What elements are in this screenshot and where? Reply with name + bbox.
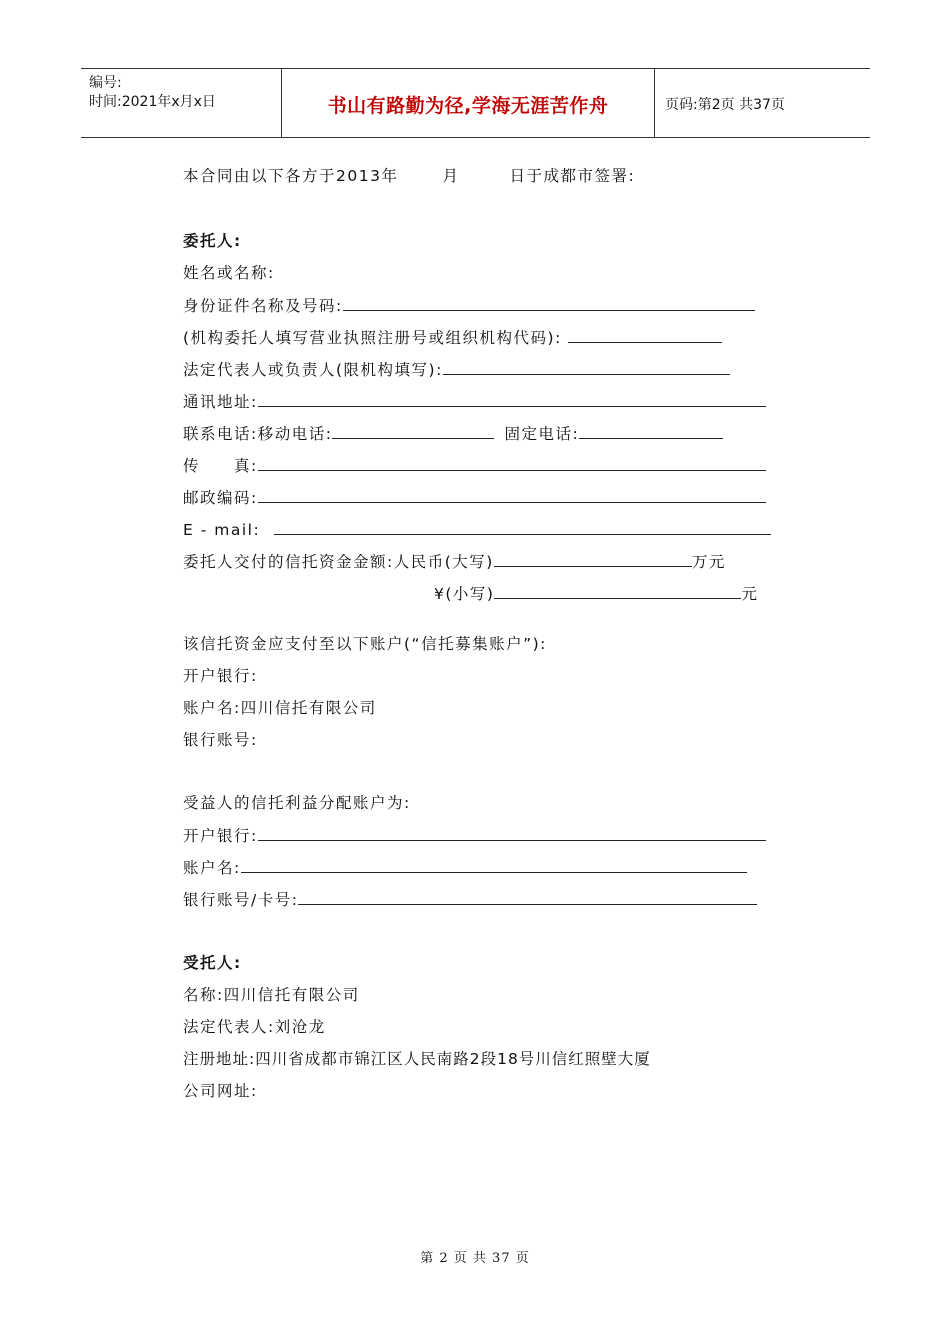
trustor-org-field[interactable] [568, 326, 722, 343]
trustor-amount-upper-unit: 万元 [691, 553, 726, 571]
collection-account-name: 账户名:四川信托有限公司 [183, 699, 377, 717]
beneficiary-account-no-field[interactable] [298, 888, 757, 905]
trustor-org-label: (机构委托人填写营业执照注册号或组织机构代码): [183, 329, 562, 347]
beneficiary-account-name-field[interactable] [241, 856, 747, 873]
trustor-address-label: 通讯地址: [183, 393, 258, 411]
beneficiary-account-no-row [183, 888, 757, 911]
beneficiary-bank-label: 开户银行: [183, 827, 258, 845]
trustor-postcode-label: 邮政编码: [183, 489, 258, 507]
trustor-email-label: E - mail: [183, 521, 261, 539]
header-motto-cell [282, 69, 655, 137]
trustor-fax-label-b: 真: [234, 457, 258, 475]
trustee-legal-rep: 法定代表人:刘沧龙 [183, 1018, 326, 1036]
collection-account-no-label: 银行账号: [183, 731, 258, 749]
trustor-legal-rep-row [183, 358, 730, 381]
trustor-id-field[interactable] [343, 294, 755, 311]
trustor-id-row [183, 294, 755, 317]
trustor-org-row [183, 326, 722, 349]
trustee-address: 注册地址:四川省成都市锦江区人民南路2段18号川信红照壁大厦 [183, 1050, 651, 1068]
trustor-mobile-label: 联系电话:移动电话: [183, 425, 333, 443]
trustor-amount-upper-field[interactable] [494, 550, 692, 567]
trustor-legal-rep-field[interactable] [443, 358, 730, 375]
header-motto: 书山有路勤为径,学海无涯苦作舟 [327, 95, 609, 117]
trustor-id-label: 身份证件名称及号码: [183, 297, 343, 315]
page-footer: 第 2 页 共 37 页 [420, 1251, 530, 1266]
trustor-amount-lower-row [434, 582, 758, 605]
header-number: 编号: [89, 75, 122, 91]
intro-line [183, 165, 635, 187]
trustee-heading: 受托人: [183, 954, 242, 972]
intro-prefix: 本合同由以下各方于2013年 [183, 167, 399, 185]
header-meta-cell [81, 69, 282, 137]
intro-month: 月 [442, 167, 460, 185]
trustor-postcode-row [183, 486, 766, 509]
trustor-fax-field[interactable] [258, 454, 766, 471]
collection-bank-label: 开户银行: [183, 667, 258, 685]
trustor-heading: 委托人: [183, 232, 242, 250]
trustor-legal-rep-label: 法定代表人或负责人(限机构填写): [183, 361, 443, 379]
trustor-fixed-phone-label: 固定电话: [504, 425, 580, 443]
beneficiary-bank-row [183, 824, 766, 847]
trustee-name: 名称:四川信托有限公司 [183, 986, 360, 1004]
header-page-number: 页码:第2页 共37页 [665, 97, 785, 113]
trustor-address-field[interactable] [258, 390, 766, 407]
header-time: 时间:2021年x月x日 [89, 94, 216, 110]
trustor-amount-upper-label: 委托人交付的信托资金金额:人民币(大写) [183, 553, 494, 571]
trustor-fixed-phone-field[interactable] [579, 422, 723, 439]
beneficiary-account-name-label: 账户名: [183, 859, 241, 877]
trustor-email-field[interactable] [274, 518, 771, 535]
trustor-fax-row [183, 454, 766, 477]
beneficiary-bank-field[interactable] [258, 824, 766, 841]
trustor-mobile-field[interactable] [332, 422, 494, 439]
beneficiary-account-name-row [183, 856, 747, 879]
trustor-fax-label-a: 传 [183, 457, 201, 475]
trustor-name-label: 姓名或名称: [183, 264, 275, 282]
beneficiary-title: 受益人的信托利益分配账户为: [183, 794, 411, 812]
page-header [81, 68, 870, 138]
intro-suffix: 日于成都市签署: [509, 167, 636, 185]
trustor-phone-row [183, 422, 723, 445]
trustee-website-label: 公司网址: [183, 1082, 258, 1100]
trustor-amount-lower-unit: 元 [741, 585, 759, 603]
trustor-email-row [183, 518, 771, 541]
beneficiary-account-no-label: 银行账号/卡号: [183, 891, 299, 909]
collection-title: 该信托资金应支付至以下账户(“信托募集账户”): [183, 635, 547, 653]
trustor-amount-lower-field[interactable] [494, 582, 741, 599]
trustor-postcode-field[interactable] [258, 486, 766, 503]
header-page-cell [655, 69, 870, 137]
trustor-amount-lower-label: ¥(小写) [434, 585, 495, 603]
trustor-address-row [183, 390, 766, 413]
trustor-amount-upper-row [183, 550, 726, 573]
